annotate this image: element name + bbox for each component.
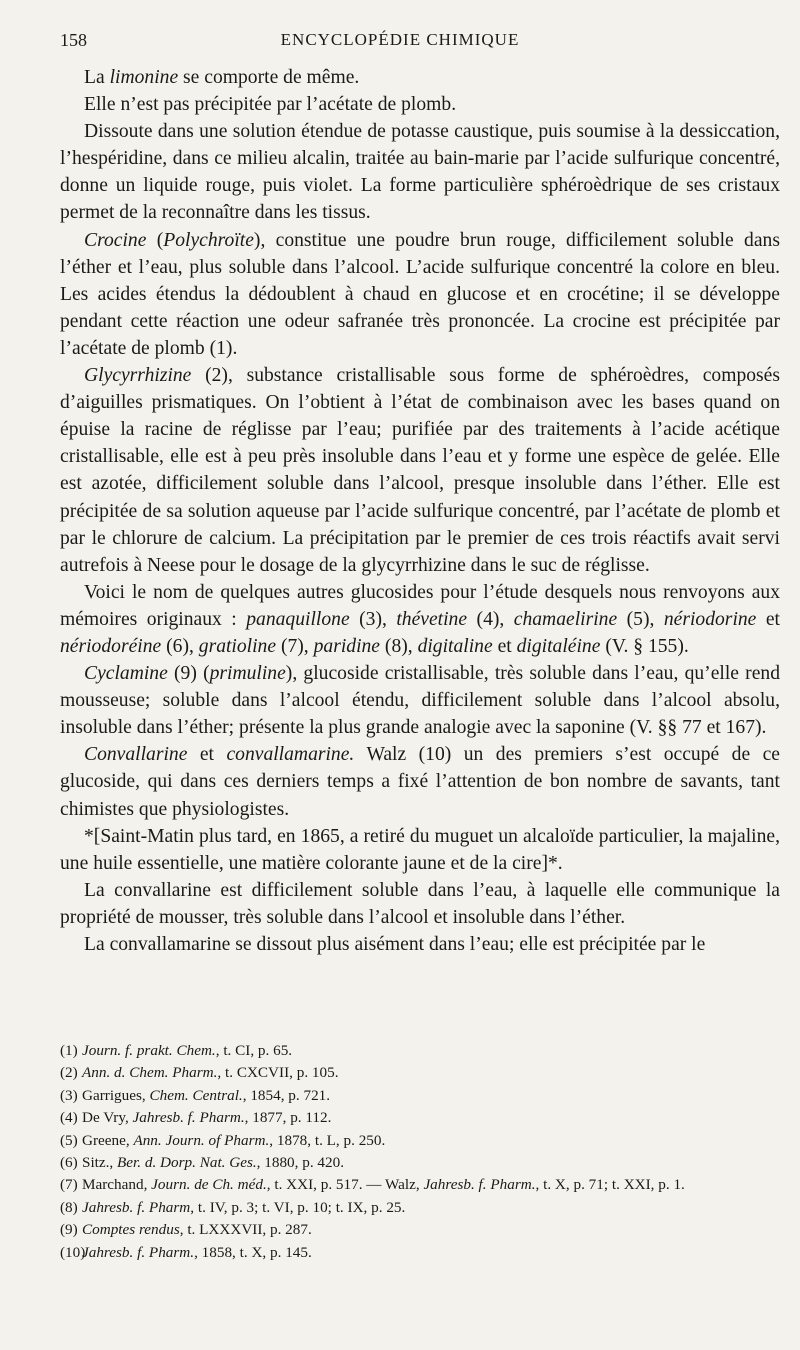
italic-term: panaquillone: [246, 608, 350, 630]
text-run: Marchand,: [82, 1176, 152, 1194]
body-text: [60, 64, 780, 958]
text-run: *[Saint-Matin plus tard, en 1865, a retiré du muguet un alcaloïde particulier, la majaline, une huile essentielle, une matière colorante jaune et de la cire]*.: [60, 825, 780, 874]
paragraph: [60, 64, 780, 91]
italic-term: nériodoréine: [60, 635, 162, 657]
paragraph: [60, 823, 780, 877]
text-run: La: [84, 67, 110, 88]
text-run: (9) (: [167, 663, 210, 685]
italic-term: chamaelirine: [513, 608, 618, 630]
text-run: (5),: [617, 608, 664, 630]
italic-term: Comptes rendus: [82, 1221, 180, 1239]
italic-term: primuline: [209, 663, 286, 685]
text-run: , t. CXCVII, p. 105.: [217, 1064, 339, 1082]
italic-term: Chem. Central.: [149, 1086, 243, 1104]
text-run: , 1880, p. 420.: [256, 1154, 344, 1172]
text-run: (6),: [161, 635, 199, 657]
footnote-number: (8): [60, 1198, 78, 1216]
text-run: (8),: [380, 635, 418, 657]
text-run: , 1878, t. L, p. 250.: [269, 1131, 386, 1149]
text-run: Dissoute dans une solution étendue de potasse caustique, puis soumise à la dessiccation, l’hespéridine, dans ce milieu alcalin, traitée au bain-marie par l’acide sulfurique concentré, donne un liquide rouge, puis violet. La forme particulière sphéroèdrique de ses cristaux permet de la reconnaître dans les tissus.: [60, 121, 780, 224]
text-run: , t. IV, p. 3; t. VI, p. 10; t. IX, p. 25.: [190, 1198, 406, 1216]
paragraph: [60, 91, 780, 118]
italic-term: digitaléine: [516, 635, 601, 657]
italic-term: paridine: [313, 635, 381, 657]
footnotes: [60, 1040, 782, 1264]
paragraph: [60, 362, 780, 579]
text-run: et: [492, 635, 517, 657]
footnote: [60, 1219, 782, 1241]
text-run: Garrigues,: [82, 1086, 150, 1104]
paragraph: [60, 741, 780, 822]
text-run: , 1858, t. X, p. 145.: [194, 1243, 312, 1261]
footnote: [60, 1174, 782, 1196]
footnote: [60, 1130, 782, 1152]
italic-term: digitaline: [417, 635, 493, 657]
italic-term: Jahresb. f. Pharm: [82, 1198, 191, 1216]
text-run: Voici le nom de quelques autres glucosides pour l’étude desquels nous renvoyons aux mémoires originaux :: [60, 581, 780, 630]
italic-term: Convallarine: [84, 744, 188, 766]
text-run: Greene,: [82, 1131, 134, 1149]
text-run: ), constitue une poudre brun rouge, difficilement soluble dans l’éther et l’eau, plus soluble dans l’alcool. L’acide sulfurique concentré la colore en bleu. Les acides étendus la dédoublent à chaud en glucose et en crocétine; il se développe pendant cette réaction une odeur safranée très prononcée. La crocine est précipitée par l’acétate de plomb (1).: [60, 229, 780, 359]
footnote-number: (3): [60, 1086, 78, 1104]
text-run: , 1854, p. 721.: [242, 1086, 331, 1104]
text-run: Walz (10) un des premiers s’est occupé de ce glucoside, qui dans ces derniers temps a fixé l’attention de bon nombre de savants, tant chimistes que physiologistes.: [60, 744, 780, 820]
text-run: (7),: [276, 635, 314, 657]
text-run: et: [187, 744, 227, 766]
text-run: , t. X, p. 71; t. XXI, p. 1.: [535, 1176, 685, 1194]
page-header: [60, 30, 740, 56]
italic-term: Crocine: [84, 229, 147, 251]
text-run: se comporte de même.: [178, 67, 360, 88]
footnote: [60, 1242, 782, 1264]
italic-term: Ann. Journ. of Pharm.: [133, 1131, 270, 1149]
text-run: ), glucoside cristallisable, très soluble dans l’eau, qu’elle rend mousseuse; soluble dans l’alcool étendu, difficilement soluble dans l’alcool absolu, insoluble dans l’éther; présente la plus grande analogie avec la saponine (V. §§ 77 et 167).: [60, 663, 780, 739]
italic-term: Cyclamine: [84, 663, 168, 685]
page-number: 158: [60, 30, 87, 50]
footnote-number: (5): [60, 1131, 78, 1149]
text-run: La convallarine est difficilement soluble dans l’eau, à laquelle elle communique la propriété de mousser, très soluble dans l’alcool et insoluble dans l’éther.: [60, 879, 780, 928]
paragraph: [60, 931, 780, 958]
text-run: et: [756, 608, 780, 630]
text-run: , t. CI, p. 65.: [215, 1042, 293, 1059]
text-run: , t. XXI, p. 517. — Walz,: [266, 1176, 424, 1194]
footnote-number: (6): [60, 1154, 78, 1172]
italic-term: Journ. f. prakt. Chem.: [82, 1042, 216, 1059]
footnote: [60, 1107, 782, 1129]
italic-term: convallamarine.: [226, 744, 355, 766]
italic-term: Polychroïte: [163, 229, 254, 251]
italic-term: gratioline: [198, 635, 277, 657]
text-run: (4),: [467, 608, 514, 630]
footnote: [60, 1040, 782, 1062]
running-title: ENCYCLOPÉDIE CHIMIQUE: [280, 30, 520, 49]
text-run: (: [146, 229, 164, 251]
footnote-number: (9): [60, 1221, 78, 1239]
paragraph: [60, 118, 780, 226]
text-run: , t. LXXXVII, p. 287.: [179, 1221, 312, 1239]
footnote-number: (2): [60, 1064, 78, 1082]
footnote: [60, 1085, 782, 1107]
text-run: La convallamarine se dissout plus aisément dans l’eau; elle est précipitée par le: [84, 934, 706, 955]
footnote: [60, 1152, 782, 1174]
italic-term: Jahresb. f. Pharm.: [82, 1243, 195, 1261]
text-run: (3),: [349, 608, 397, 630]
italic-term: nériodorine: [663, 608, 757, 630]
text-run: (V. § 155).: [600, 635, 689, 657]
footnote: [60, 1197, 782, 1219]
text-run: (2), substance cristallisable sous forme de sphéroèdres, composés d’aiguilles prismatiques. On l’obtient à l’état de combinaison avec les bases quand on épuise la racine de réglisse par l’eau; purifiée par des traitements à l’acide acétique cristallisable, elle est à peu près insoluble dans l’eau et y forme une espèce de gelée. Elle est azotée, difficilement soluble dans l’alcool, presque insoluble dans l’éther. Elle est précipitée de sa solution aqueuse par l’acide sulfurique concentré, par l’acétate de plomb et par le chlorure de calcium. La précipitation par le premier de ces trois réactifs avait servi autrefois à Neese pour le dosage de la glycyrrhizine dans le suc de réglisse.: [60, 365, 780, 576]
italic-term: Ber. d. Dorp. Nat. Ges.: [117, 1154, 257, 1172]
paragraph: [60, 579, 780, 660]
footnote-number: (4): [60, 1109, 78, 1127]
italic-term: Jahresb. f. Pharm.: [132, 1109, 245, 1127]
paragraph: [60, 227, 780, 362]
text-run: , 1877, p. 112.: [244, 1109, 332, 1127]
italic-term: Ann. d. Chem. Pharm.: [82, 1064, 218, 1082]
text-run: De Vry,: [82, 1109, 133, 1127]
paragraph: [60, 660, 780, 741]
italic-term: Journ. de Ch. méd.: [151, 1176, 267, 1194]
footnote-number: (7): [60, 1176, 78, 1194]
text-run: Sitz.,: [82, 1154, 118, 1172]
footnote: [60, 1062, 782, 1084]
italic-term: Jahresb. f. Pharm.: [423, 1176, 536, 1194]
paragraph: [60, 877, 780, 931]
text-run: Elle n’est pas précipitée par l’acétate de plomb.: [84, 94, 457, 116]
italic-term: limonine: [109, 67, 179, 88]
footnote-number: (1): [60, 1042, 78, 1059]
footnote-number: (10): [60, 1243, 86, 1261]
italic-term: thévetine: [396, 608, 468, 630]
italic-term: Glycyrrhizine: [84, 365, 192, 387]
